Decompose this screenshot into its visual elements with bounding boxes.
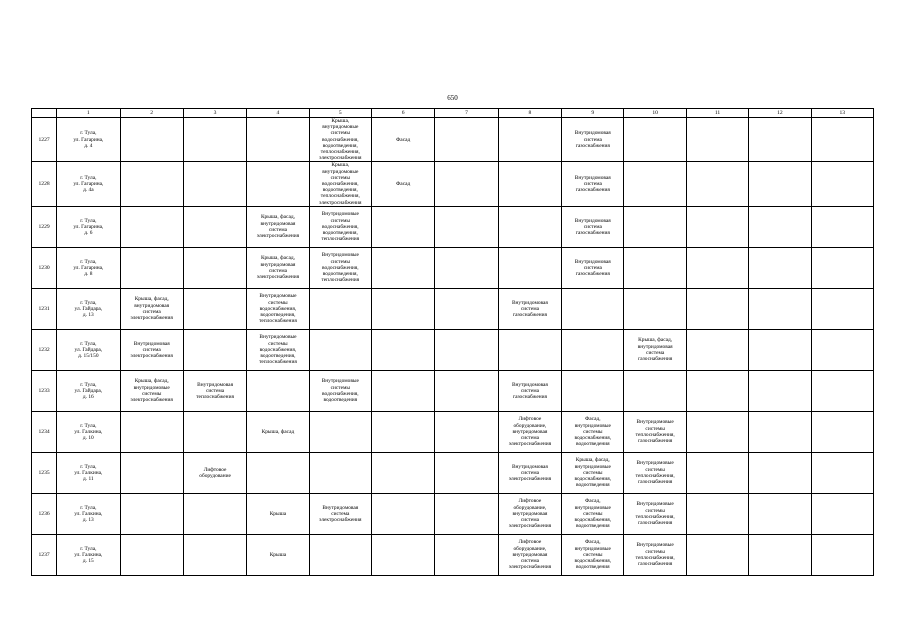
page-number: 650 — [447, 94, 458, 102]
work-cell — [686, 329, 748, 370]
work-cell — [686, 452, 748, 493]
work-cell — [686, 534, 748, 575]
work-cell: Внутридомовые системы теплоснабжения, газоснабжения — [624, 452, 686, 493]
work-cell — [371, 452, 434, 493]
work-cell — [183, 493, 246, 534]
work-cell — [749, 329, 811, 370]
work-cell — [120, 206, 183, 247]
work-cell — [811, 370, 873, 411]
work-cell — [686, 370, 748, 411]
work-cell — [120, 118, 183, 162]
work-cell — [371, 329, 434, 370]
row-number: 1234 — [32, 411, 57, 452]
work-cell — [435, 206, 498, 247]
table-row — [32, 370, 874, 411]
work-cell — [183, 534, 246, 575]
header-cell-blank — [32, 109, 57, 118]
work-cell — [371, 288, 434, 329]
work-cell: Лифтовое оборудование, внутридомовая система электроснабжения — [498, 493, 561, 534]
work-cell — [686, 118, 748, 162]
row-number: 1227 — [32, 118, 57, 162]
work-cell — [309, 329, 371, 370]
work-cell — [435, 118, 498, 162]
work-cell — [811, 411, 873, 452]
work-cell: Крыша, фасад, внутридомовая система электроснабжения — [247, 206, 309, 247]
work-cell: Крыша, фасад, внутридомовые системы водоснабжения, водоотведения — [562, 452, 624, 493]
work-cell — [183, 247, 246, 288]
work-cell: Внутридомовые системы водоснабжения, водоотведения, теплоснабжения — [247, 329, 309, 370]
work-cell: Фасад, внутридомовые системы водоснабжения, водоотведения — [562, 411, 624, 452]
work-cell: Внутридомовые системы теплоснабжения, газоснабжения — [624, 493, 686, 534]
work-cell — [686, 162, 748, 206]
work-cell — [371, 534, 434, 575]
table-row — [32, 247, 874, 288]
work-cell — [247, 452, 309, 493]
work-cell — [498, 247, 561, 288]
column-number: 12 — [749, 109, 811, 118]
table-row — [32, 118, 874, 162]
work-cell: Внутридомовые системы водоснабжения, водоотведения, теплоснабжения — [309, 206, 371, 247]
work-cell — [371, 411, 434, 452]
work-cell — [749, 493, 811, 534]
work-cell — [498, 118, 561, 162]
work-cell: Крыша, фасад, внутридомовая система электроснабжения — [247, 247, 309, 288]
work-cell — [120, 411, 183, 452]
address-cell: г. Тула, ул. Галкина, д. 13 — [57, 493, 120, 534]
work-cell — [749, 118, 811, 162]
work-cell — [183, 206, 246, 247]
works-schedule-table — [31, 108, 874, 576]
table-row — [32, 534, 874, 575]
work-cell — [624, 206, 686, 247]
work-cell — [435, 288, 498, 329]
column-number: 10 — [624, 109, 686, 118]
work-cell — [371, 370, 434, 411]
column-number: 13 — [811, 109, 873, 118]
work-cell — [183, 162, 246, 206]
work-cell: Внутридомовые системы водоснабжения, водоотведения, теплоснабжения — [309, 247, 371, 288]
work-cell — [371, 247, 434, 288]
table-row — [32, 411, 874, 452]
work-cell — [371, 493, 434, 534]
work-cell — [183, 118, 246, 162]
work-cell: Лифтовое оборудование, внутридомовая система электроснабжения — [498, 411, 561, 452]
address-cell: г. Тула, ул. Гайдара, д. 16 — [57, 370, 120, 411]
work-cell — [811, 206, 873, 247]
column-number: 9 — [562, 109, 624, 118]
work-cell — [562, 370, 624, 411]
work-cell — [309, 411, 371, 452]
table-row — [32, 329, 874, 370]
work-cell — [120, 534, 183, 575]
row-number: 1232 — [32, 329, 57, 370]
work-cell — [183, 411, 246, 452]
work-cell — [435, 162, 498, 206]
work-cell — [309, 452, 371, 493]
column-number: 2 — [120, 109, 183, 118]
work-cell: Фасад — [371, 118, 434, 162]
work-cell — [371, 206, 434, 247]
work-cell — [749, 452, 811, 493]
work-cell — [309, 288, 371, 329]
work-cell — [624, 118, 686, 162]
work-cell — [624, 370, 686, 411]
work-cell: Внутридомовая система электроснабжения — [498, 452, 561, 493]
work-cell — [120, 493, 183, 534]
work-cell: Внутридомовые системы водоснабжения, водоотведения, теплоснабжения — [247, 288, 309, 329]
column-number: 8 — [498, 109, 561, 118]
work-cell: Фасад, внутридомовые системы водоснабжения, водоотведения — [562, 493, 624, 534]
work-cell — [686, 206, 748, 247]
work-cell: Лифтовое оборудование — [183, 452, 246, 493]
work-cell — [811, 247, 873, 288]
work-cell — [435, 534, 498, 575]
work-cell — [498, 162, 561, 206]
work-cell: Крыша, фасад, внутридомовая система электроснабжения — [120, 288, 183, 329]
column-number: 11 — [686, 109, 748, 118]
column-number: 5 — [309, 109, 371, 118]
work-cell — [686, 411, 748, 452]
row-number: 1229 — [32, 206, 57, 247]
work-cell — [749, 411, 811, 452]
work-cell: Внутридомовая система газоснабжения — [562, 247, 624, 288]
work-cell — [686, 288, 748, 329]
work-cell — [811, 493, 873, 534]
work-cell: Внутридомовые системы теплоснабжения, газоснабжения — [624, 411, 686, 452]
work-cell — [686, 247, 748, 288]
table-row — [32, 288, 874, 329]
work-cell: Внутридомовая система электроснабжения — [309, 493, 371, 534]
work-cell — [435, 452, 498, 493]
work-cell — [247, 118, 309, 162]
address-cell: г. Тула, ул. Гайдара, д. 13 — [57, 288, 120, 329]
work-cell — [183, 288, 246, 329]
work-cell: Внутридомовая система газоснабжения — [498, 370, 561, 411]
work-cell — [749, 247, 811, 288]
work-cell — [183, 329, 246, 370]
column-number: 1 — [57, 109, 120, 118]
address-cell: г. Тула, ул. Галкина, д. 10 — [57, 411, 120, 452]
work-cell — [811, 118, 873, 162]
work-cell — [749, 288, 811, 329]
work-cell — [498, 206, 561, 247]
work-cell — [498, 329, 561, 370]
work-cell — [811, 162, 873, 206]
work-cell — [749, 370, 811, 411]
work-cell: Крыша, фасад, внутридомовая система газоснабжения — [624, 329, 686, 370]
table-row — [32, 162, 874, 206]
work-cell: Внутридомовые системы водоснабжения, водоотведения — [309, 370, 371, 411]
work-cell — [624, 288, 686, 329]
work-cell: Внутридомовая система газоснабжения — [498, 288, 561, 329]
work-cell — [562, 288, 624, 329]
work-cell: Внутридомовая система электроснабжения — [120, 329, 183, 370]
row-number: 1235 — [32, 452, 57, 493]
address-cell: г. Тула, ул. Гайдара, д. 15/150 — [57, 329, 120, 370]
table-row — [32, 452, 874, 493]
work-cell — [247, 162, 309, 206]
column-number: 7 — [435, 109, 498, 118]
work-cell: Фасад, внутридомовые системы водоснабжения, водоотведения — [562, 534, 624, 575]
row-number: 1231 — [32, 288, 57, 329]
work-cell — [120, 452, 183, 493]
work-cell — [435, 411, 498, 452]
work-cell — [309, 534, 371, 575]
address-cell: г. Тула, ул. Гагарина, д. 8 — [57, 247, 120, 288]
work-cell — [435, 329, 498, 370]
row-number: 1236 — [32, 493, 57, 534]
work-cell — [562, 329, 624, 370]
row-number: 1228 — [32, 162, 57, 206]
address-cell: г. Тула, ул. Гагарина, д. 4а — [57, 162, 120, 206]
work-cell — [120, 162, 183, 206]
work-cell — [749, 534, 811, 575]
work-cell: Крыша — [247, 534, 309, 575]
work-cell — [120, 247, 183, 288]
work-cell — [435, 247, 498, 288]
work-cell — [435, 370, 498, 411]
table-row — [32, 493, 874, 534]
work-cell — [811, 288, 873, 329]
work-cell — [247, 370, 309, 411]
work-cell — [624, 247, 686, 288]
header-row — [32, 109, 874, 118]
work-cell — [624, 162, 686, 206]
column-number: 4 — [247, 109, 309, 118]
work-cell: Крыша, внутридомовые системы водоснабжения, водоотведения, теплоснабжения, электроснабжения — [309, 162, 371, 206]
work-cell — [749, 206, 811, 247]
work-cell: Внутридомовая система теплоснабжения — [183, 370, 246, 411]
work-cell — [435, 493, 498, 534]
row-number: 1237 — [32, 534, 57, 575]
work-cell: Крыша, фасад — [247, 411, 309, 452]
work-cell: Крыша — [247, 493, 309, 534]
address-cell: г. Тула, ул. Галкина, д. 15 — [57, 534, 120, 575]
work-cell: Внутридомовая система газоснабжения — [562, 162, 624, 206]
column-number: 3 — [183, 109, 246, 118]
work-cell: Внутридомовые системы теплоснабжения, газоснабжения — [624, 534, 686, 575]
address-cell: г. Тула, ул. Гагарина, д. 4 — [57, 118, 120, 162]
address-cell: г. Тула, ул. Галкина, д. 11 — [57, 452, 120, 493]
work-cell: Крыша, внутридомовые системы водоснабжения, водоотведения, теплоснабжения, электроснабжения — [309, 118, 371, 162]
work-cell — [686, 493, 748, 534]
work-cell: Лифтовое оборудование, внутридомовая система электроснабжения — [498, 534, 561, 575]
work-cell — [749, 162, 811, 206]
row-number: 1233 — [32, 370, 57, 411]
work-cell — [811, 329, 873, 370]
work-cell — [811, 452, 873, 493]
work-cell: Крыша, фасад, внутридомовые системы электроснабжения — [120, 370, 183, 411]
work-cell: Фасад — [371, 162, 434, 206]
address-cell: г. Тула, ул. Гагарина, д. 6 — [57, 206, 120, 247]
column-number: 6 — [371, 109, 434, 118]
row-number: 1230 — [32, 247, 57, 288]
work-cell: Внутридомовая система газоснабжения — [562, 206, 624, 247]
table-row — [32, 206, 874, 247]
work-cell: Внутридомовая система газоснабжения — [562, 118, 624, 162]
work-cell — [811, 534, 873, 575]
